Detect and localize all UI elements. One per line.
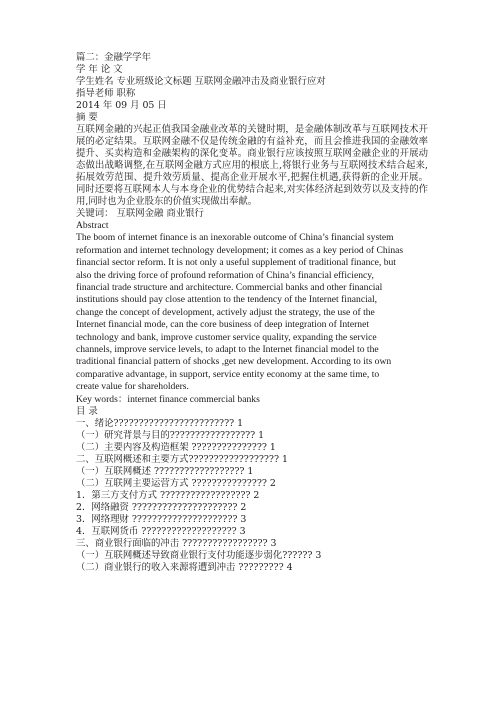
toc-item: 三、商业银行面临的冲击 ????????????????? 3: [76, 538, 277, 550]
abstract-en-heading: Abstract: [76, 220, 109, 231]
abstract-en-line: also the driving force of profound reformation of China’s financial efficiency,: [76, 269, 374, 281]
toc-item: 3．网络理财 ????????????????????? 3: [76, 514, 247, 526]
abstract-en-line: technology and bank, improve customer service quality, expanding the service: [76, 331, 377, 343]
toc-item: 一、绪论???????????????????????? 1: [76, 418, 244, 430]
abstract-en-line: create value for shareholders.: [76, 381, 189, 393]
keywords-en: Key words：internet finance commercial banks: [76, 393, 260, 405]
abstract-en-line: channels, improve service levels, to adapt to the Internet financial model to the: [76, 344, 379, 356]
document-page: [76, 52, 428, 574]
student-meta-line: 学生姓名 专业班级论文标题 互联网金融冲击及商业银行应对: [76, 76, 326, 87]
abstract-en-line: traditional financial pattern of shocks ,get new development. According to its own: [76, 356, 392, 368]
toc-item: 4．互联网货币 ??????????????????? 3: [76, 526, 246, 538]
toc-item: 2．网络融资 ????????????????????? 2: [76, 502, 247, 514]
toc-item: （一）研究背景与目的????????????????? 1: [76, 430, 265, 442]
date-line: 2014 年 09 月 05 日: [76, 100, 167, 111]
section-title: 篇二：金融学学年: [76, 52, 152, 63]
toc-item: （二）互联网主要运营方式 ??????????????? 2: [76, 478, 276, 490]
abstract-en-line: reformation and internet technology development; it comes as a key period of Chinas: [76, 244, 404, 256]
abstract-en-line: comparative advantage, in support, service entity economy at the same time, to: [76, 368, 380, 380]
toc-item: （一）互联网概述导致商业银行支付功能逐步弱化?????? 3: [76, 550, 322, 562]
toc-item: （一）互联网概述 ?????????????????? 1: [76, 466, 254, 478]
abstract-en-line: institutions should pay close attention to the tendency of the Internet financial,: [76, 294, 378, 306]
abstract-en-line: Internet financial mode, can the core business of deep integration of Internet: [76, 319, 370, 331]
abstract-en-line: financial trade structure and architecture. Commercial banks and other financial: [76, 282, 383, 294]
toc-item: 1．第三方支付方式 ?????????????????? 2: [76, 490, 260, 502]
table-of-contents: [76, 406, 428, 574]
toc-item: （二）商业银行的收入来源将遭到冲击 ????????? 4: [76, 562, 293, 574]
keywords-cn: 关键词： 互联网金融 商业银行: [76, 208, 204, 219]
advisor-line: 指导老师 职称: [76, 88, 136, 99]
abstract-cn-body: 互联网金融的兴起正值我国金融业改革的关键时期，是金融体制改革与互联网技术开展的必定结果。互联网金融不仅是传统金融的有益补充，而且会推进我国的金融效率提升、买卖构造和金融架构的深化变革。商业银行应该按照互联网金融企业的开展动态做出战略调整,在互联网金融方式应用的根底上,将银行业务与互联网技术结合起来,拓展效劳范围、提升效劳质量、提高企业开展水平,把握住机遇,获得新的企业开展。同时还要将互联网本人与本身企业的优势结合起来,对实体经济起到效劳以及支持的作用,同时也为企业股东的价值实现做出奉献。: [76, 124, 428, 207]
toc-item: 二、互联网概述和主要方式?????????????????? 1: [76, 454, 288, 466]
abstract-en-line: financial sector reform. It is not only a useful supplement of traditional finance, but: [76, 257, 396, 269]
abstract-en-body: [76, 232, 428, 393]
abstract-en-line: change the concept of development, actively adjust the strategy, the use of the: [76, 306, 375, 318]
toc-heading: 目 录: [76, 406, 98, 418]
toc-item: （二）主要内容及构造框架 ??????????????? 1: [76, 442, 276, 454]
abstract-cn-heading: 摘 要: [76, 112, 98, 123]
abstract-en-line: The boom of internet finance is an inexorable outcome of China’s financial system: [76, 232, 394, 244]
doc-type: 学 年 论 文: [76, 64, 123, 75]
